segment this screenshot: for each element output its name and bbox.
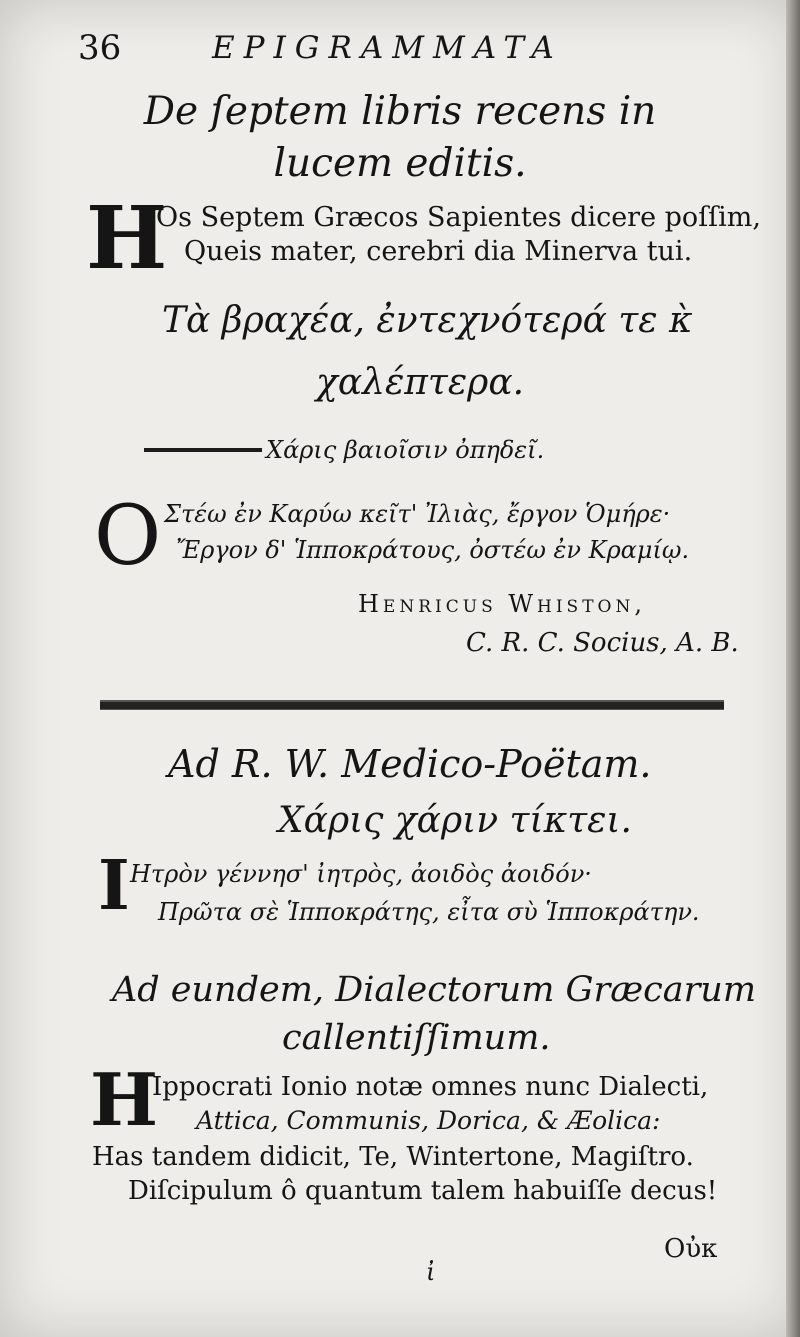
section4-title-line2: callentiſſimum.: [282, 1018, 551, 1058]
page-number: 36: [78, 28, 122, 68]
greek-quote-line1: Τὰ βραχέα, ἐντεχνότερά τε κ̀: [162, 300, 693, 341]
greek-quote-line2: χαλέπτερα.: [316, 362, 525, 403]
greek-quote-attribution: Χάρις βαιοῖσιν ὀπηδεῖ.: [266, 436, 545, 464]
section4-dropcap: H: [90, 1057, 159, 1142]
section2-line2: Ἔργον δ' Ἱπποκράτους, ὀστέω ἐν Κραμίῳ.: [176, 536, 690, 564]
attribution-dash: [144, 448, 262, 452]
section4-line2: Attica, Communis, Dorica, & Æolica:: [196, 1106, 661, 1135]
page-spine-edge: [786, 0, 800, 1337]
section4-line4: Diſcipulum ô quantum talem habuiſſe decus!: [128, 1176, 718, 1206]
section3-line2: Πρῶτα σὲ Ἱπποκράτης, εἶτα σὺ Ἱπποκράτην.: [158, 898, 700, 926]
section2-dropcap: O: [94, 489, 162, 584]
section3-line1: Ητρὸν γέννησ' ἰητρὸς, ἀοιδὸς ἀοιδόν·: [130, 860, 592, 888]
section3-title: Ad R. W. Medico-Poëtam.: [168, 742, 652, 786]
signature-mark: ἰ: [426, 1258, 436, 1286]
section4-line1: Ippocrati Ionio notæ omnes nunc Dialecti,: [152, 1072, 709, 1102]
running-title: EPIGRAMMATA: [212, 30, 563, 66]
section-divider-rule: [100, 700, 724, 710]
section3-subtitle: Χάρις χάριν τίκτει.: [278, 800, 632, 841]
section1-line2: Queis mater, cerebri dia Minerva tui.: [184, 236, 693, 267]
catchword: Οὐκ: [664, 1234, 718, 1264]
section1-line1: Os Septem Græcos Sapientes dicere poſſim,: [156, 202, 761, 233]
section4-title-line1: Ad eundem, Dialectorum Græcarum: [112, 970, 757, 1010]
section4-line3: Has tandem didicit, Te, Wintertone, Magiſtro.: [92, 1142, 694, 1172]
section2-author: Henricus Whiston,: [358, 590, 646, 618]
section2-author-title: C. R. C. Socius, A. B.: [466, 628, 739, 658]
section3-dropcap: I: [98, 846, 130, 926]
section1-title-line2: lucem editis.: [273, 141, 527, 186]
section1-title-line1: De ſeptem libris recens in: [143, 89, 657, 134]
section1-dropcap: H: [86, 188, 168, 289]
section2-line1: Στέω ἐν Καρύω κεῖτ' Ἰλιὰς, ἔργον Ὁμήρε·: [164, 500, 671, 528]
